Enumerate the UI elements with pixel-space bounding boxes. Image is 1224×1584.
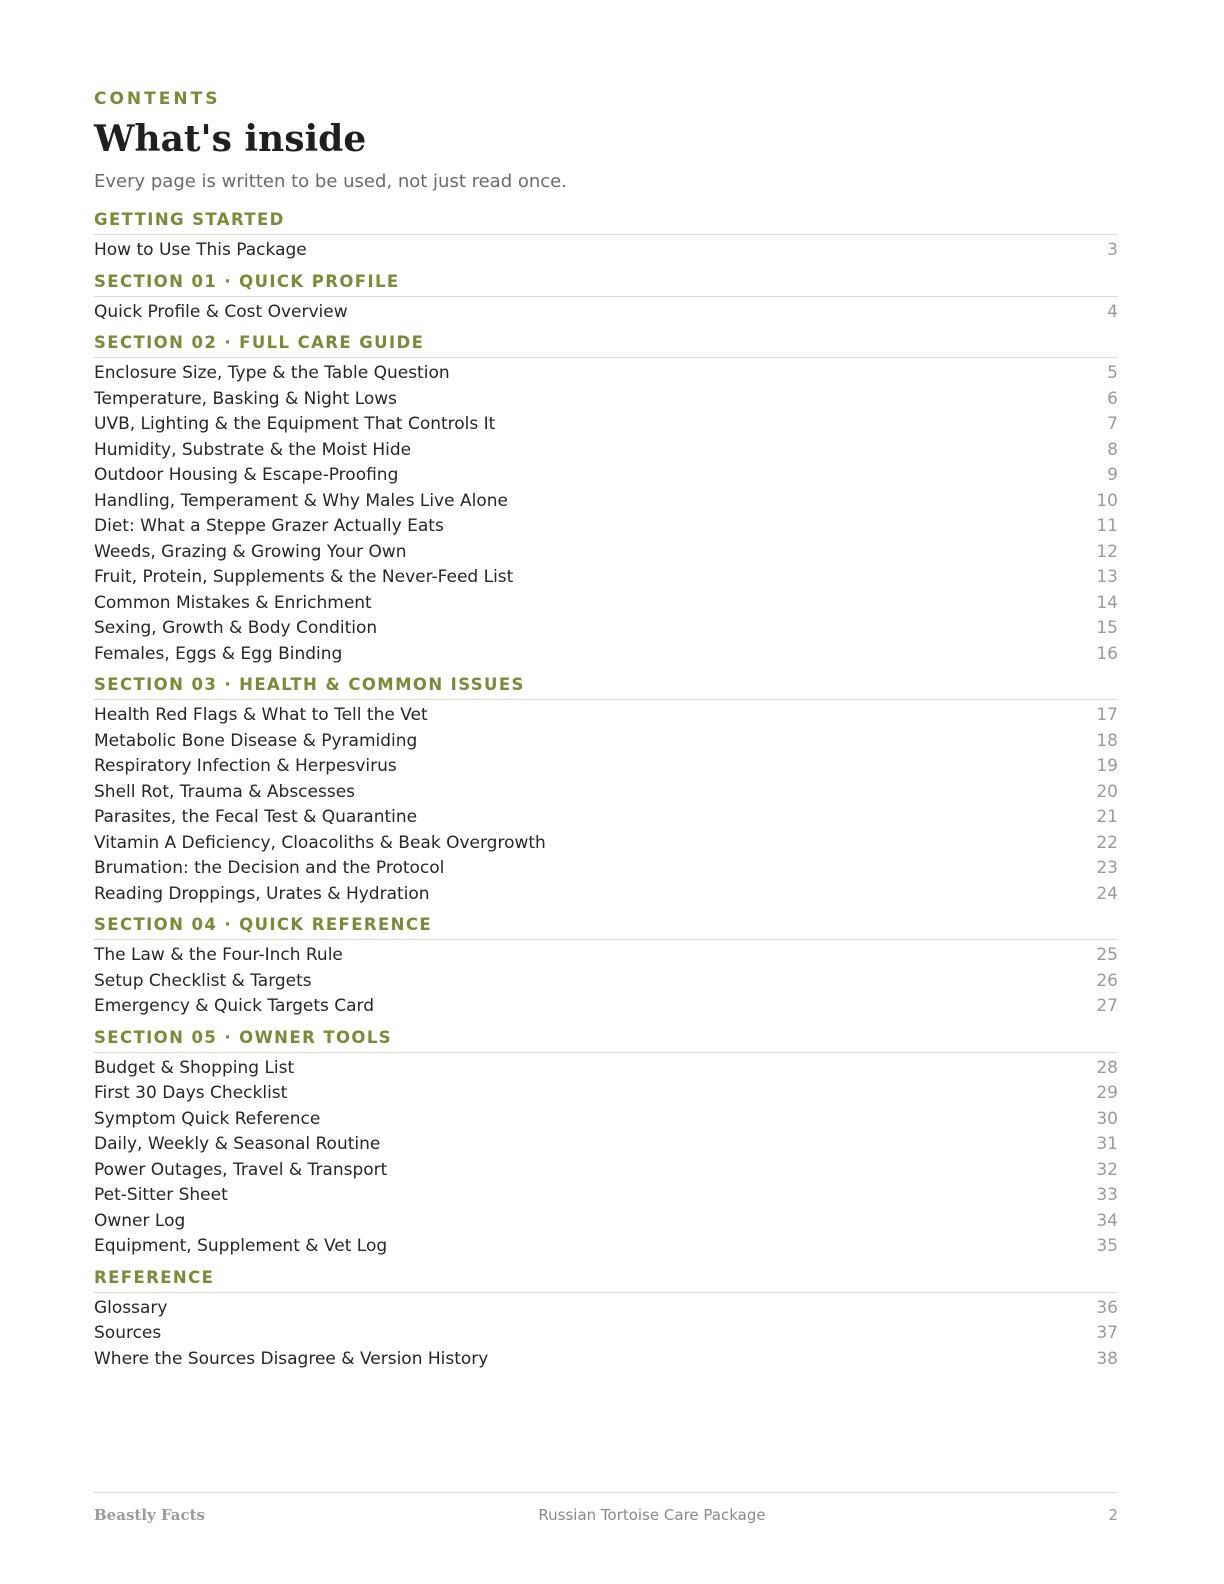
- toc-entry[interactable]: [94, 516, 1118, 542]
- toc-entry-page: 5: [1107, 363, 1118, 383]
- toc-entry-title: Reading Droppings, Urates & Hydration: [94, 883, 430, 904]
- toc-entry-page: 12: [1096, 541, 1118, 562]
- toc-entry-title: Brumation: the Decision and the Protocol: [94, 858, 445, 878]
- section-heading: REFERENCE: [94, 1268, 1118, 1293]
- toc-entry[interactable]: [94, 971, 1118, 997]
- toc-entry[interactable]: [94, 833, 1118, 859]
- toc-entry-page: 3: [1107, 240, 1118, 260]
- toc-entry-page: 26: [1096, 970, 1118, 991]
- toc-entry-page: 4: [1107, 301, 1118, 322]
- toc-entry-title: Humidity, Substrate & the Moist Hide: [94, 439, 412, 460]
- toc-entry-page: 16: [1096, 643, 1118, 664]
- toc-entry-title: Setup Checklist & Targets: [94, 970, 312, 991]
- toc-section: [94, 210, 1118, 266]
- toc-entry[interactable]: [94, 644, 1118, 670]
- toc-section: [94, 675, 1118, 909]
- toc-entry-title: Where the Sources Disagree & Version History: [94, 1348, 489, 1369]
- toc-entry-title: Parasites, the Fecal Test & Quarantine: [94, 807, 418, 827]
- toc-section: [94, 1028, 1118, 1262]
- section-heading: GETTING STARTED: [94, 210, 1118, 235]
- toc-entry[interactable]: [94, 389, 1118, 415]
- toc-entry-title: Sources: [94, 1323, 162, 1343]
- toc-entry-page: 17: [1096, 705, 1118, 725]
- toc-entry[interactable]: [94, 1058, 1118, 1084]
- toc-entry-title: How to Use This Package: [94, 240, 307, 260]
- toc-entry[interactable]: [94, 1083, 1118, 1109]
- toc-entry[interactable]: [94, 1211, 1118, 1237]
- footer-document-title: Russian Tortoise Care Package: [538, 1506, 766, 1524]
- toc-entry-page: 31: [1096, 1134, 1118, 1154]
- toc-entry-title: Shell Rot, Trauma & Abscesses: [94, 781, 356, 802]
- eyebrow-label: CONTENTS: [94, 89, 221, 109]
- toc-entry[interactable]: [94, 1109, 1118, 1135]
- toc-entry-page: 27: [1096, 996, 1118, 1016]
- toc-entry-title: Weeds, Grazing & Growing Your Own: [94, 541, 407, 562]
- section-heading: SECTION 05 · OWNER TOOLS: [94, 1028, 1118, 1053]
- toc-entry-title: Diet: What a Steppe Grazer Actually Eats: [94, 516, 444, 536]
- toc-entry-title: Emergency & Quick Targets Card: [94, 996, 375, 1016]
- toc-entry-page: 15: [1096, 618, 1118, 638]
- toc-entry[interactable]: [94, 858, 1118, 884]
- footer-brand: Beastly Facts: [94, 1506, 206, 1524]
- toc-entry-page: 19: [1096, 756, 1118, 776]
- toc-entry[interactable]: [94, 240, 1118, 266]
- toc-entry-title: Respiratory Infection & Herpesvirus: [94, 756, 397, 776]
- toc-entry[interactable]: [94, 414, 1118, 440]
- footer-page-number: 2: [1108, 1506, 1118, 1524]
- toc-entry-title: Temperature, Basking & Night Lows: [94, 388, 398, 409]
- toc-entry-page: 18: [1096, 730, 1118, 751]
- toc-entry[interactable]: [94, 705, 1118, 731]
- toc-entry[interactable]: [94, 440, 1118, 466]
- toc-entry-page: 29: [1096, 1083, 1118, 1103]
- toc-entry-title: Power Outages, Travel & Transport: [94, 1159, 388, 1180]
- toc-entry-page: 9: [1107, 465, 1118, 485]
- toc-entry-page: 28: [1096, 1057, 1118, 1078]
- toc-entry-page: 13: [1096, 567, 1118, 587]
- toc-entry[interactable]: [94, 782, 1118, 808]
- table-of-contents: [94, 210, 1118, 1380]
- toc-entry[interactable]: [94, 1349, 1118, 1375]
- toc-entry[interactable]: [94, 618, 1118, 644]
- toc-entry-title: Glossary: [94, 1297, 168, 1318]
- toc-entry-title: Quick Profile & Cost Overview: [94, 301, 348, 322]
- toc-entry-title: Handling, Temperament & Why Males Live Alone: [94, 490, 508, 511]
- toc-entry-page: 10: [1096, 490, 1118, 511]
- section-heading: SECTION 01 · QUICK PROFILE: [94, 272, 1118, 297]
- toc-entry-page: 30: [1096, 1108, 1118, 1129]
- section-heading: SECTION 03 · HEALTH & COMMON ISSUES: [94, 675, 1118, 700]
- toc-entry[interactable]: [94, 996, 1118, 1022]
- toc-entry[interactable]: [94, 1134, 1118, 1160]
- toc-entry[interactable]: [94, 593, 1118, 619]
- toc-entry-title: Daily, Weekly & Seasonal Routine: [94, 1134, 381, 1154]
- toc-entry[interactable]: [94, 756, 1118, 782]
- page-title: What's inside: [94, 118, 367, 160]
- page-footer: [94, 1492, 1118, 1524]
- section-heading: SECTION 04 · QUICK REFERENCE: [94, 915, 1118, 940]
- toc-entry-page: 32: [1096, 1159, 1118, 1180]
- toc-entry-page: 35: [1096, 1236, 1118, 1256]
- toc-entry-title: First 30 Days Checklist: [94, 1083, 288, 1103]
- toc-entry-page: 24: [1096, 883, 1118, 904]
- toc-entry-page: 33: [1096, 1185, 1118, 1205]
- toc-entry-title: Vitamin A Deficiency, Cloacoliths & Beak Overgrowth: [94, 832, 546, 853]
- toc-entry-title: Equipment, Supplement & Vet Log: [94, 1236, 388, 1256]
- toc-entry[interactable]: [94, 363, 1118, 389]
- toc-entry-page: 34: [1096, 1210, 1118, 1231]
- toc-entry[interactable]: [94, 731, 1118, 757]
- toc-entry[interactable]: [94, 1160, 1118, 1186]
- toc-entry[interactable]: [94, 567, 1118, 593]
- toc-entry-title: Symptom Quick Reference: [94, 1108, 321, 1129]
- toc-entry[interactable]: [94, 884, 1118, 910]
- toc-entry-title: UVB, Lighting & the Equipment That Controls It: [94, 414, 496, 434]
- toc-entry-title: The Law & the Four-Inch Rule: [94, 945, 343, 965]
- toc-entry-title: Pet-Sitter Sheet: [94, 1185, 228, 1205]
- toc-entry[interactable]: [94, 1323, 1118, 1349]
- toc-entry-title: Budget & Shopping List: [94, 1057, 295, 1078]
- toc-entry-page: 38: [1096, 1348, 1118, 1369]
- toc-entry-title: Outdoor Housing & Escape-Proofing: [94, 465, 399, 485]
- toc-entry[interactable]: [94, 945, 1118, 971]
- toc-section: [94, 333, 1118, 669]
- toc-entry-title: Metabolic Bone Disease & Pyramiding: [94, 730, 418, 751]
- toc-entry-page: 36: [1096, 1297, 1118, 1318]
- toc-entry[interactable]: [94, 1298, 1118, 1324]
- toc-entry-page: 22: [1096, 832, 1118, 853]
- toc-entry-page: 7: [1107, 414, 1118, 434]
- page-subtitle: Every page is written to be used, not just read once.: [94, 171, 567, 192]
- toc-entry[interactable]: [94, 807, 1118, 833]
- toc-entry-title: Females, Eggs & Egg Binding: [94, 643, 343, 664]
- toc-section: [94, 272, 1118, 328]
- toc-entry[interactable]: [94, 302, 1118, 328]
- toc-entry-title: Health Red Flags & What to Tell the Vet: [94, 705, 428, 725]
- toc-entry[interactable]: [94, 1185, 1118, 1211]
- toc-entry-page: 11: [1096, 516, 1118, 536]
- toc-entry-title: Fruit, Protein, Supplements & the Never-Feed List: [94, 567, 514, 587]
- toc-entry-page: 14: [1096, 592, 1118, 613]
- toc-entry-page: 8: [1107, 439, 1118, 460]
- toc-entry[interactable]: [94, 542, 1118, 568]
- toc-entry-title: Enclosure Size, Type & the Table Question: [94, 363, 450, 383]
- toc-section: [94, 1268, 1118, 1375]
- toc-entry-page: 23: [1096, 858, 1118, 878]
- toc-entry-page: 6: [1107, 388, 1118, 409]
- toc-entry-title: Owner Log: [94, 1210, 186, 1231]
- toc-section: [94, 915, 1118, 1022]
- toc-entry-title: Sexing, Growth & Body Condition: [94, 618, 378, 638]
- toc-entry[interactable]: [94, 1236, 1118, 1262]
- toc-entry[interactable]: [94, 465, 1118, 491]
- toc-entry-page: 20: [1096, 781, 1118, 802]
- toc-entry-page: 21: [1096, 807, 1118, 827]
- section-heading: SECTION 02 · FULL CARE GUIDE: [94, 333, 1118, 358]
- toc-entry-page: 25: [1096, 945, 1118, 965]
- toc-entry[interactable]: [94, 491, 1118, 517]
- toc-entry-page: 37: [1096, 1323, 1118, 1343]
- toc-entry-title: Common Mistakes & Enrichment: [94, 592, 372, 613]
